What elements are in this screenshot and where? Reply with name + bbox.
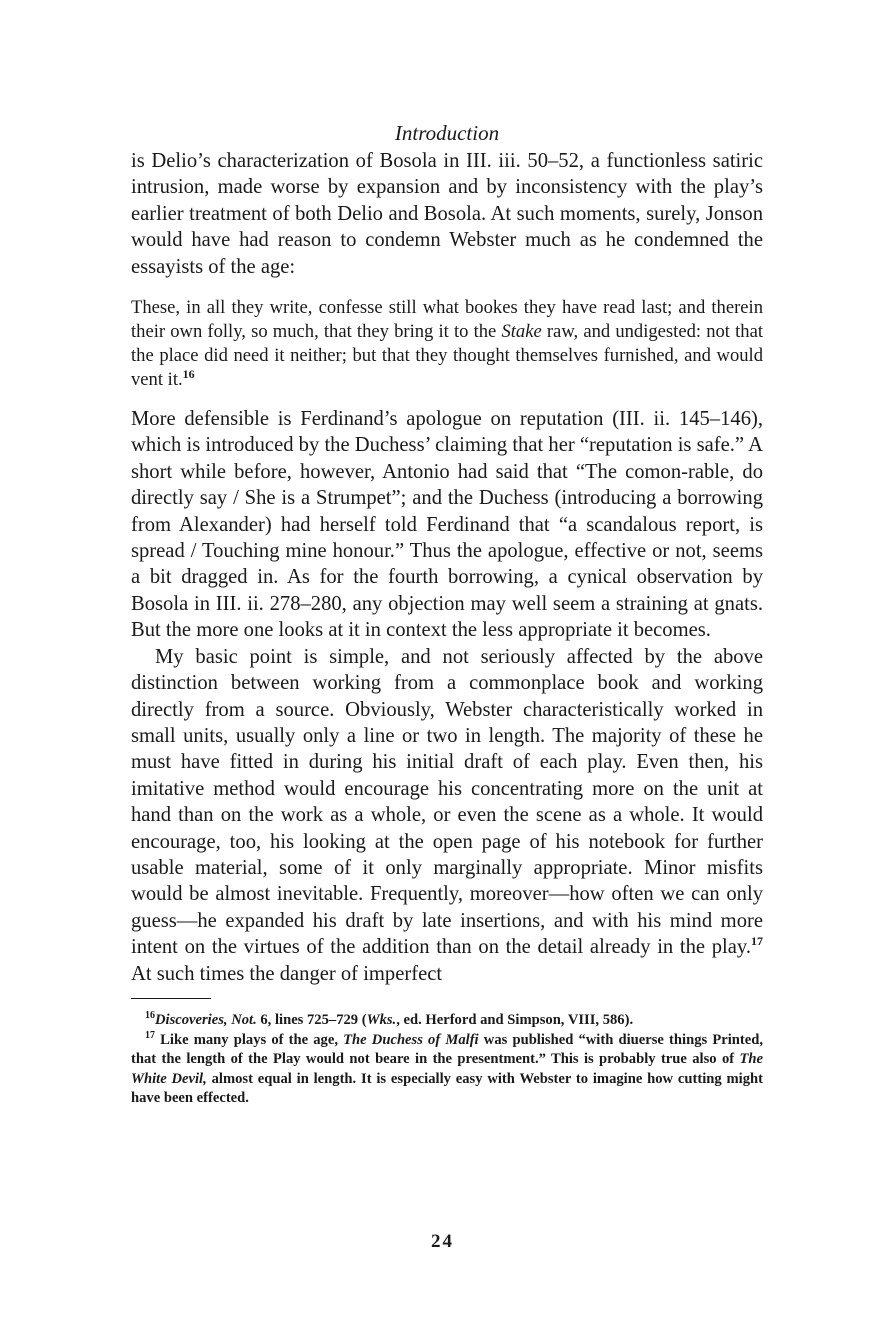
footnote-ref-16: 16 bbox=[182, 366, 195, 381]
footnote-16-text-b: , ed. Herford and Simpson, VIII, 586). bbox=[396, 1011, 634, 1028]
paragraph-continuation bbox=[131, 148, 763, 280]
paragraph-basic-point-text-a: My basic point is simple, and not seriously affected by the above distinction between working from a commonplace book and working directly from a source. Obviously, Webster characteristically worked in small units, usually only a line or two in length. The majority of these he must have fitted in during his initial draft of each play. Even then, his imitative method would encourage his concentrating more on the unit at hand than on the work as a whole, or even the scene as a whole. It would encourage, too, his looking at the open page of his notebook for further usable material, some of it only marginally appropriate. Minor misfits would be almost inevitable. Frequently, moreover—how often we can only guess—he expanded his draft by late insertions, and with his mind more intent on the virtues of the addition than on the detail already in the play. bbox=[131, 645, 763, 959]
block-quote-text-b: raw, and undigested: not that the place did need it neither; but that they thought themselves furnished, and would vent it. bbox=[131, 321, 763, 391]
footnote-17-text-c: almost equal in length. It is especially easy with Webster to imagine how cutting might have been effected. bbox=[131, 1070, 763, 1107]
paragraph-apologue-text: More defensible is Ferdinand’s apologue on reputation (III. ii. 145–146), which is introduced by the Duchess’ claiming that her “reputation is safe.” A short while before, however, Antonio had said that “The comon-rable, do directly say / She is a Strumpet”; and the Duchess (introducing a borrowing from Alexander) had herself told Ferdinand that “a scandalous report, is spread / Touching mine honour.” Thus the apologue, effective or not, seems a bit dragged in. As for the fourth borrowing, a cynical observation by Bosola in III. ii. 278–280, any objection may well seem a straining at gnats. But the more one looks at it in context the less appropriate it becomes. bbox=[131, 408, 763, 642]
footnote-16-title: Discoveries, Not. bbox=[155, 1011, 257, 1028]
footnote-ref-17: 17 bbox=[751, 934, 763, 949]
footnote-17-text-b: was published “with diuerse things Printed, that the length of the Play would not beare in the presentment.” This is probably true also of bbox=[131, 1031, 763, 1068]
footnotes bbox=[131, 1011, 763, 1109]
footnote-17-white-devil: The White Devil, bbox=[131, 1051, 763, 1087]
footnote-rule bbox=[131, 998, 211, 999]
footnote-16 bbox=[131, 1011, 763, 1031]
running-head: Introduction bbox=[394, 121, 500, 145]
paragraph-basic-point bbox=[131, 644, 763, 987]
footnote-17-number: 17 bbox=[145, 1029, 155, 1041]
block-quote bbox=[131, 296, 763, 392]
footnote-16-wks: Wks. bbox=[366, 1011, 397, 1028]
paragraph-apologue bbox=[131, 406, 763, 644]
page-number: 24 bbox=[431, 1231, 454, 1252]
footnote-16-number: 16 bbox=[145, 1010, 155, 1022]
block-quote-text-a: These, in all they write, confesse still what bookes they have read last; and therein their own folly, so much, that they bring it to the bbox=[131, 297, 763, 343]
paragraph-continuation-text: is Delio’s characterization of Bosola in III. iii. 50–52, a functionless satiric intrusion, made worse by expansion and by inconsistency with the play’s earlier treatment of both Delio and Bosola. At such moments, surely, Jonson would have had reason to condemn Webster much as he condemned the essayists of the age: bbox=[131, 150, 763, 278]
footnote-17-text-a: Like many plays of the age, bbox=[155, 1031, 344, 1048]
paragraph-basic-point-text-b: At such times the danger of imperfect bbox=[131, 962, 443, 985]
page-content bbox=[131, 118, 763, 1109]
block-quote-stake: Stake bbox=[501, 321, 542, 343]
footnote-16-text-a: 6, lines 725–729 ( bbox=[256, 1011, 367, 1028]
footnote-17-malfi: The Duchess of Malfi bbox=[343, 1031, 479, 1048]
footnote-17 bbox=[131, 1031, 763, 1109]
